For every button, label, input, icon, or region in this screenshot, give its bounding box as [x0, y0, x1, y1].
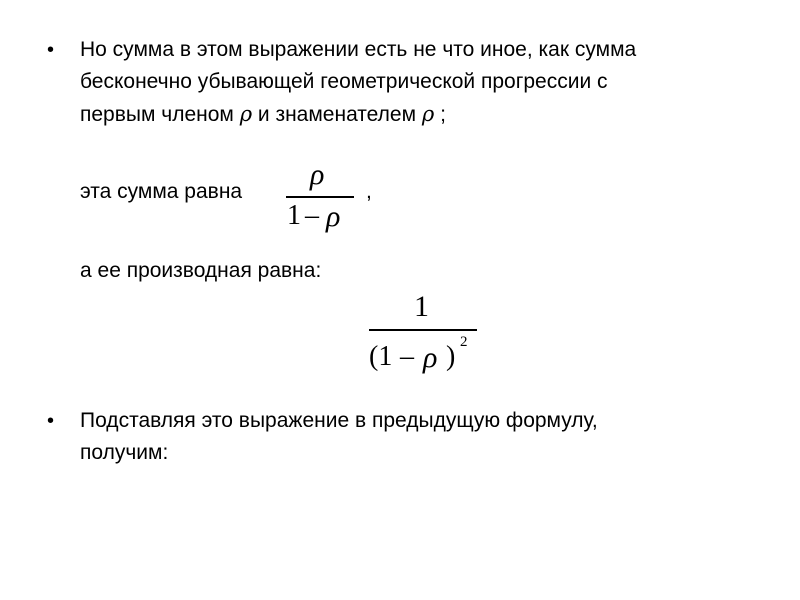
- derivative-denominator-rho: ρ: [423, 341, 438, 374]
- rho-symbol: ρ: [421, 102, 435, 126]
- derivative-fraction-bar: [369, 329, 477, 331]
- sum-numerator: ρ: [310, 158, 325, 191]
- rho-symbol: ρ: [239, 102, 253, 126]
- bullet-1-line-3-start: первым членом: [80, 103, 234, 126]
- derivative-denominator-open: (1: [369, 341, 393, 372]
- sum-fraction-bar: [286, 196, 354, 198]
- bullet-1-line-3: [80, 98, 446, 131]
- bullet-marker-2: •: [47, 410, 55, 432]
- sum-denominator-one: 1: [287, 200, 301, 231]
- derivative-denominator-close: ): [446, 341, 456, 372]
- bullet-2-line-2: получим:: [80, 441, 169, 464]
- derivative-numerator: 1: [414, 290, 429, 323]
- bullet-1-line-1: Но сумма в этом выражении есть не что иное, как сумма: [80, 38, 637, 61]
- bullet-1-line-3-end: ;: [440, 103, 446, 126]
- sum-trailing-comma: ,: [366, 180, 372, 203]
- bullet-1-line-2: бесконечно убывающей геометрической прогрессии с: [80, 70, 608, 93]
- sum-denominator-minus: –: [305, 200, 319, 231]
- derivative-label: а ее производная равна:: [80, 259, 322, 282]
- sum-denominator-rho: ρ: [326, 200, 341, 233]
- derivative-denominator-minus: –: [400, 341, 414, 372]
- derivative-exponent: 2: [460, 334, 468, 350]
- bullet-marker-1: •: [47, 39, 55, 61]
- sum-label: эта сумма равна: [80, 180, 243, 203]
- bullet-2-line-1: Подставляя это выражение в предыдущую формулу,: [80, 409, 598, 432]
- bullet-1-line-3-middle: и знаменателем: [257, 103, 417, 126]
